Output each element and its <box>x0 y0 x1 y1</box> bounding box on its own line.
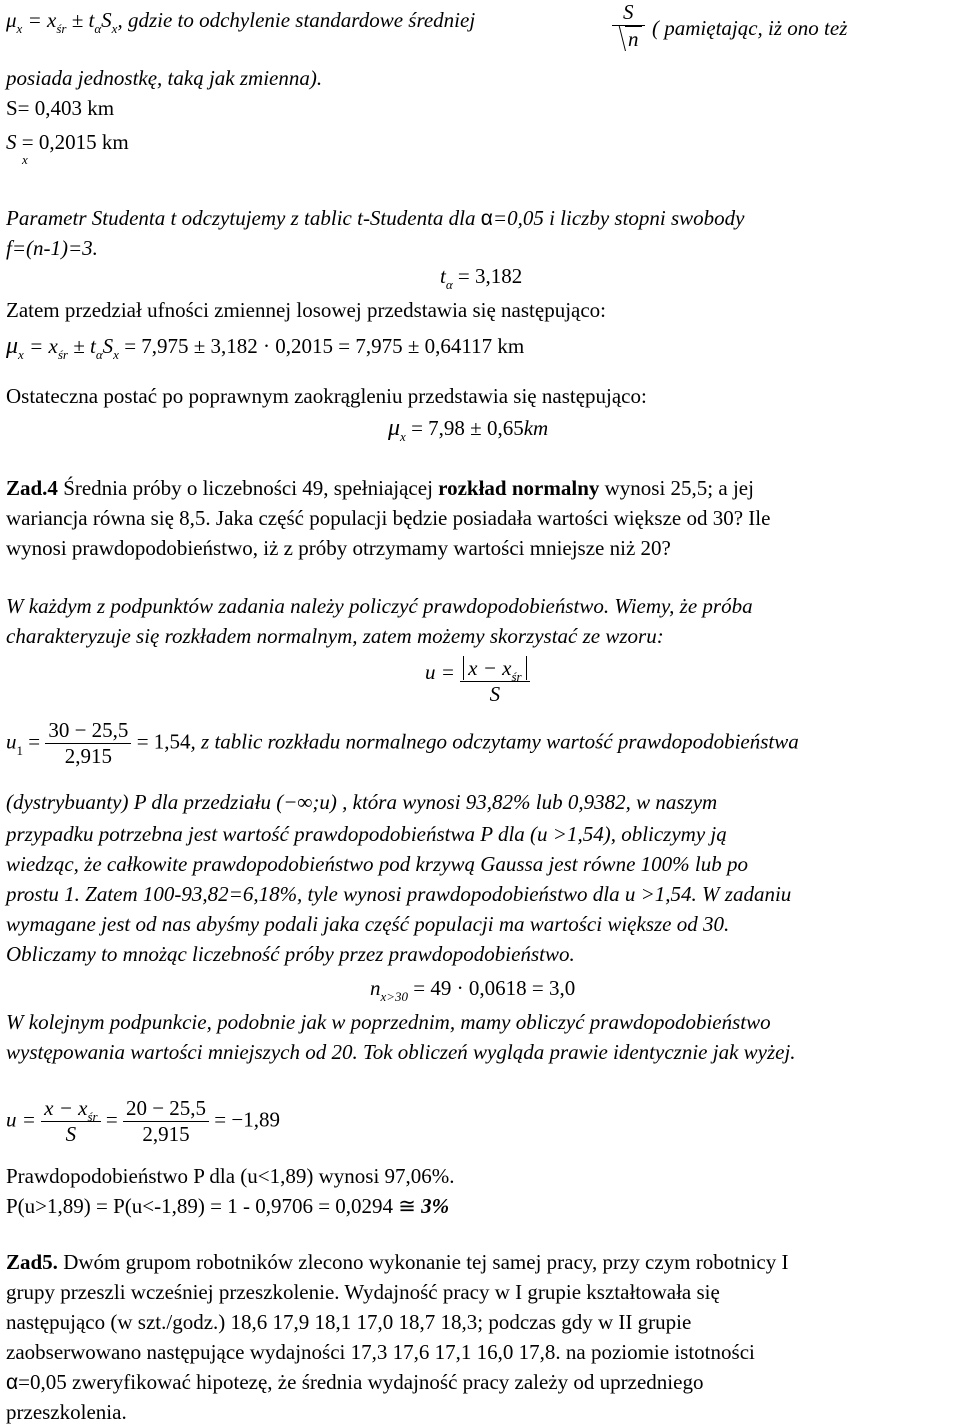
formula-part: ± t <box>66 8 95 32</box>
value-text: = 49 · 0,0618 = 3,0 <box>408 976 576 1000</box>
sentence-text: , gdzie to odchylenie standardowe średniej <box>117 8 476 32</box>
eq: = <box>23 729 46 754</box>
formula-u <box>425 656 530 707</box>
paragraph-line: W kolejnym podpunkcie, podobnie jak w poprzednim, mamy obliczyć prawdopodobieństwo <box>6 1010 771 1034</box>
formula-part: = x <box>22 8 57 32</box>
frac-denominator: S <box>489 682 501 707</box>
formula-part: ± t <box>67 334 96 358</box>
u-eq: u = <box>425 659 455 684</box>
text: Średnia próby o liczebności 49, spełniającej <box>57 476 439 500</box>
symbol-t: t <box>440 264 446 288</box>
paragraph-line: Prawdopodobieństwo P dla (u<1,89) wynosi 97,06%. <box>6 1164 455 1188</box>
frac-denominator: S <box>65 1122 77 1147</box>
sub-sr: śr <box>87 1109 98 1124</box>
paragraph-line: wymagane jest od nas abyśmy podali jaka część populacji ma wartości większe od 30. <box>6 912 730 936</box>
paragraph-line: charakteryzuje się rozkładem normalnym, zatem możemy skorzystać ze wzoru: <box>6 624 664 648</box>
u-eq: u = <box>6 1107 42 1132</box>
symbol-n: n <box>370 976 381 1000</box>
text: =0,05 i liczby stopni swobody <box>492 206 745 230</box>
n-calculation <box>370 976 576 1004</box>
text: , z tablic rozkładu normalnego odczytamy wartość prawdopodobieństwa <box>190 729 799 754</box>
frac-numerator: x − x <box>44 1096 88 1120</box>
eq: = <box>100 1107 123 1132</box>
sub-sr: śr <box>56 21 67 36</box>
sub-sr: śr <box>511 669 522 684</box>
paragraph-line: (dystrybuanty) P dla przedziału (−∞;u) , która wynosi 93,82% lub 0,9382, w naszym <box>6 790 718 814</box>
frac-numerator: 30 − 25,5 <box>45 718 131 744</box>
sub-x: x <box>113 347 119 362</box>
paragraph-line: W każdym z podpunktów zadania należy policzyć prawdopodobieństwo. Wiemy, że próba <box>6 594 753 618</box>
text: wynosi 25,5; a jej <box>599 476 754 500</box>
result-bold: 3% <box>421 1194 450 1218</box>
zad4-label: Zad.4 <box>6 476 58 500</box>
value-text: = 7,98 ± 0,65 <box>405 416 524 440</box>
sentence-text: ( pamiętając, iż ono też <box>652 16 848 40</box>
zad5-line1 <box>6 1250 788 1275</box>
paragraph-line: Obliczamy to mnożąc liczebność próby przez prawdopodobieństwo. <box>6 942 575 966</box>
sentence-text: f=(n-1)=3. <box>6 236 98 260</box>
mu-final <box>388 414 548 443</box>
t-alpha-value <box>440 264 523 292</box>
u1-calculation <box>6 718 799 769</box>
sentence-text <box>6 206 745 231</box>
frac-numerator: S <box>612 0 645 26</box>
result: = 1,54 <box>131 729 191 754</box>
formula-part: S <box>102 334 114 358</box>
frac-denominator: n <box>625 26 642 52</box>
sub-x-bar: x <box>22 152 28 167</box>
zad5-line4: zaobserwowano następujące wydajności 17,3 17,6 17,1 16,0 17,8. na poziomie istotności <box>6 1340 755 1364</box>
frac-denominator: 2,915 <box>142 1122 190 1147</box>
sub-1: 1 <box>16 742 23 758</box>
value-text: = 3,182 <box>452 264 523 288</box>
paragraph-line: przypadku potrzebna jest wartość prawdopodobieństwa P dla (u >1,54), obliczymy ją <box>6 822 727 846</box>
sub-x: x <box>400 429 406 444</box>
sentence-text: posiada jednostkę, taką jak zmienna). <box>6 66 323 90</box>
value-s: S= 0,403 km <box>6 96 115 120</box>
alpha-symbol: α <box>480 207 493 230</box>
paragraph-line: wiedząc, że całkowite prawdopodobieństwo pod krzywą Gaussa jest równe 100% lub po <box>6 852 748 876</box>
zad5-line2: grupy przeszli wcześniej przeszkolenie. Wydajność pracy w I grupie kształtowała się <box>6 1280 720 1304</box>
zad5-label: Zad5. <box>6 1250 58 1274</box>
symbol-s: S <box>6 130 17 154</box>
result: = −1,89 <box>209 1107 280 1132</box>
sub-alpha: α <box>95 347 103 362</box>
formula-part: S <box>101 8 112 32</box>
symbol-u: u <box>6 729 17 754</box>
line-formula-mu <box>6 8 476 36</box>
sub-x: x <box>18 347 24 362</box>
sub-x: x <box>16 21 23 36</box>
u2-calculation <box>6 1096 280 1147</box>
sub-x: x <box>111 21 118 36</box>
zad4-line1 <box>6 476 754 501</box>
text-bold: rozkład normalny <box>438 476 600 500</box>
sub-alpha: α <box>94 21 102 36</box>
mu-symbol: μ <box>6 8 17 32</box>
frac-numerator: x − x <box>468 656 512 680</box>
paragraph-line: występowania wartości mniejszych od 20. Tok obliczeń wygląda prawie identycznie jak wyżej. <box>6 1040 796 1064</box>
frac-numerator: 20 − 25,5 <box>123 1096 209 1122</box>
text: =0,05 zweryfikować hipotezę, że średnia wydajność pracy zależy od uprzedniego <box>18 1370 704 1394</box>
text: Parametr Studenta t odczytujemy z tablic t-Studenta dla <box>6 206 476 230</box>
text: Dwóm grupom robotników zlecono wykonanie tej samej pracy, przy czym robotnicy I <box>57 1250 789 1274</box>
sentence-text: Zatem przedział ufności zmiennej losowej przedstawia się następująco: <box>6 298 607 322</box>
sentence-text: Ostateczna postać po poprawnym zaokrągleniu przedstawia się następująco: <box>6 384 647 408</box>
zad5-line5 <box>6 1370 703 1395</box>
value-text: = 7,975 ± 3,182 · 0,2015 = 7,975 ± 0,64117 km <box>118 334 525 358</box>
formula-part: = x <box>23 334 58 358</box>
alpha-symbol: α <box>6 1371 19 1394</box>
paragraph-line: prostu 1. Zatem 100-93,82=6,18%, tyle wynosi prawdopodobieństwo dla u >1,54. W zadaniu <box>6 882 792 906</box>
mu-calculation <box>6 332 524 361</box>
zad5-line6: przeszkolenia. <box>6 1400 127 1424</box>
frac-denominator: 2,915 <box>64 744 113 769</box>
zad5-line3: następująco (w szt./godz.) 18,6 17,9 18,1 17,0 18,7 18,3; podczas gdy w II grupie <box>6 1310 692 1334</box>
value-text: = 0,2015 km <box>16 130 129 154</box>
sub-sr: śr <box>57 347 68 362</box>
sub-alpha: α <box>445 277 453 292</box>
mu-symbol: μ <box>388 415 401 441</box>
fraction-s-over-sqrt-n <box>612 0 645 52</box>
unit-km: km <box>523 416 549 440</box>
sub-x30: x>30 <box>380 989 409 1004</box>
zad4-line2: wariancja równa się 8,5. Jaka część populacji będzie posiadała wartości większe od 30? Ile <box>6 506 771 530</box>
text: P(u>1,89) = P(u<-1,89) = 1 - 0,9706 = 0,0294 ≅ <box>6 1194 422 1218</box>
mu-symbol: μ <box>6 333 19 359</box>
paragraph-line <box>6 1194 449 1219</box>
zad4-line3: wynosi prawdopodobieństwo, iż z próby otrzymamy wartości mniejsze niż 20? <box>6 536 671 560</box>
